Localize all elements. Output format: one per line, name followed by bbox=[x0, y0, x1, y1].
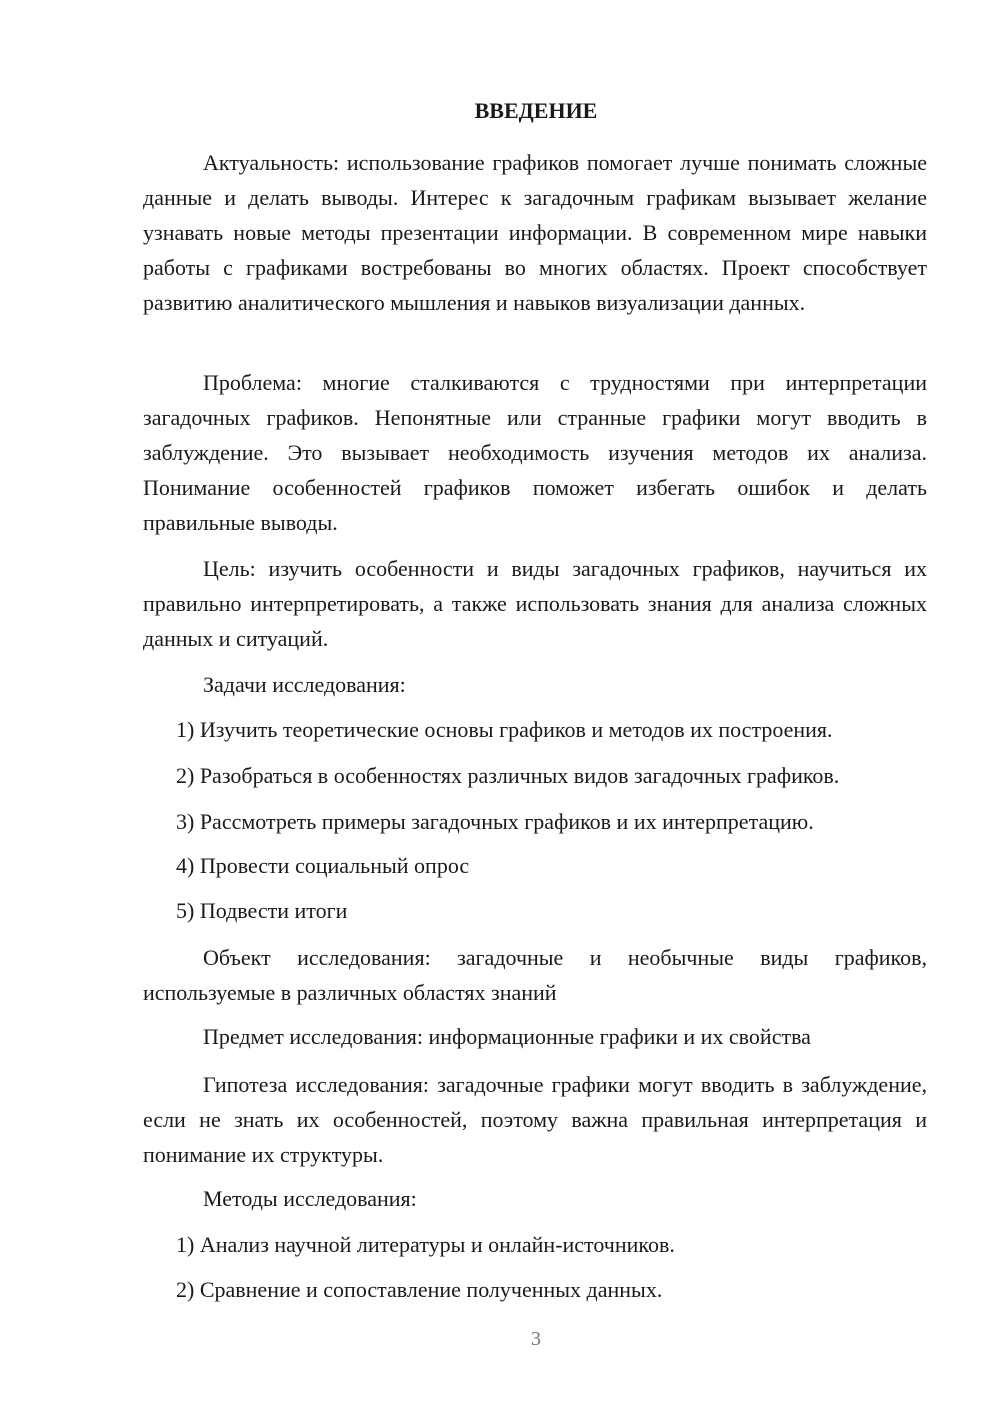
section-heading: ВВЕДЕНИЕ bbox=[474, 98, 598, 123]
task-item: 2) Разобраться в особенностях различных видов загадочных графиков. bbox=[176, 763, 840, 788]
methods-title: Методы исследования: bbox=[203, 1186, 417, 1211]
subject-line: Предмет исследования: информационные графики и их свойства bbox=[203, 1024, 811, 1049]
goal-paragraph: Цель: изучить особенности и виды загадочных графиков, научиться их правильно интерпретировать, а также использовать знания для анализа сложных данных и ситуаций. bbox=[143, 556, 927, 651]
task-item: 1) Изучить теоретические основы графиков и методов их построения. bbox=[176, 717, 833, 742]
task-item: 3) Рассмотреть примеры загадочных графиков и их интерпретацию. bbox=[176, 809, 814, 834]
method-item: 1) Анализ научной литературы и онлайн-источников. bbox=[176, 1232, 675, 1257]
task-item: 5) Подвести итоги bbox=[176, 898, 348, 923]
page-number: 3 bbox=[531, 1328, 541, 1350]
task-item: 4) Провести социальный опрос bbox=[176, 853, 470, 878]
hypothesis-paragraph: Гипотеза исследования: загадочные графики могут вводить в заблуждение, если не знать их особенностей, поэтому важна правильная интерпретация и понимание их структуры. bbox=[143, 1072, 927, 1167]
problem-paragraph: Проблема: многие сталкиваются с трудностями при интерпретации загадочных графиков. Непонятные или странные графики могут вводить в заблуждение. Это вызывает необходимость изучения методов их анализа. Понимание особенностей графиков поможет избегать ошибок и делать правильные выводы. bbox=[143, 370, 927, 535]
tasks-title: Задачи исследования: bbox=[203, 672, 406, 697]
relevance-paragraph: Актуальность: использование графиков помогает лучше понимать сложные данные и делать выводы. Интерес к загадочным графикам вызывает желание узнавать новые методы презентации информации. В современном мире навыки работы с графиками востребованы во многих областях. Проект способствует развитию аналитического мышления и навыков визуализации данных. bbox=[143, 150, 927, 315]
object-paragraph: Объект исследования: загадочные и необычные виды графиков, используемые в различных областях знаний bbox=[143, 945, 927, 1005]
method-item: 2) Сравнение и сопоставление полученных данных. bbox=[176, 1277, 663, 1302]
